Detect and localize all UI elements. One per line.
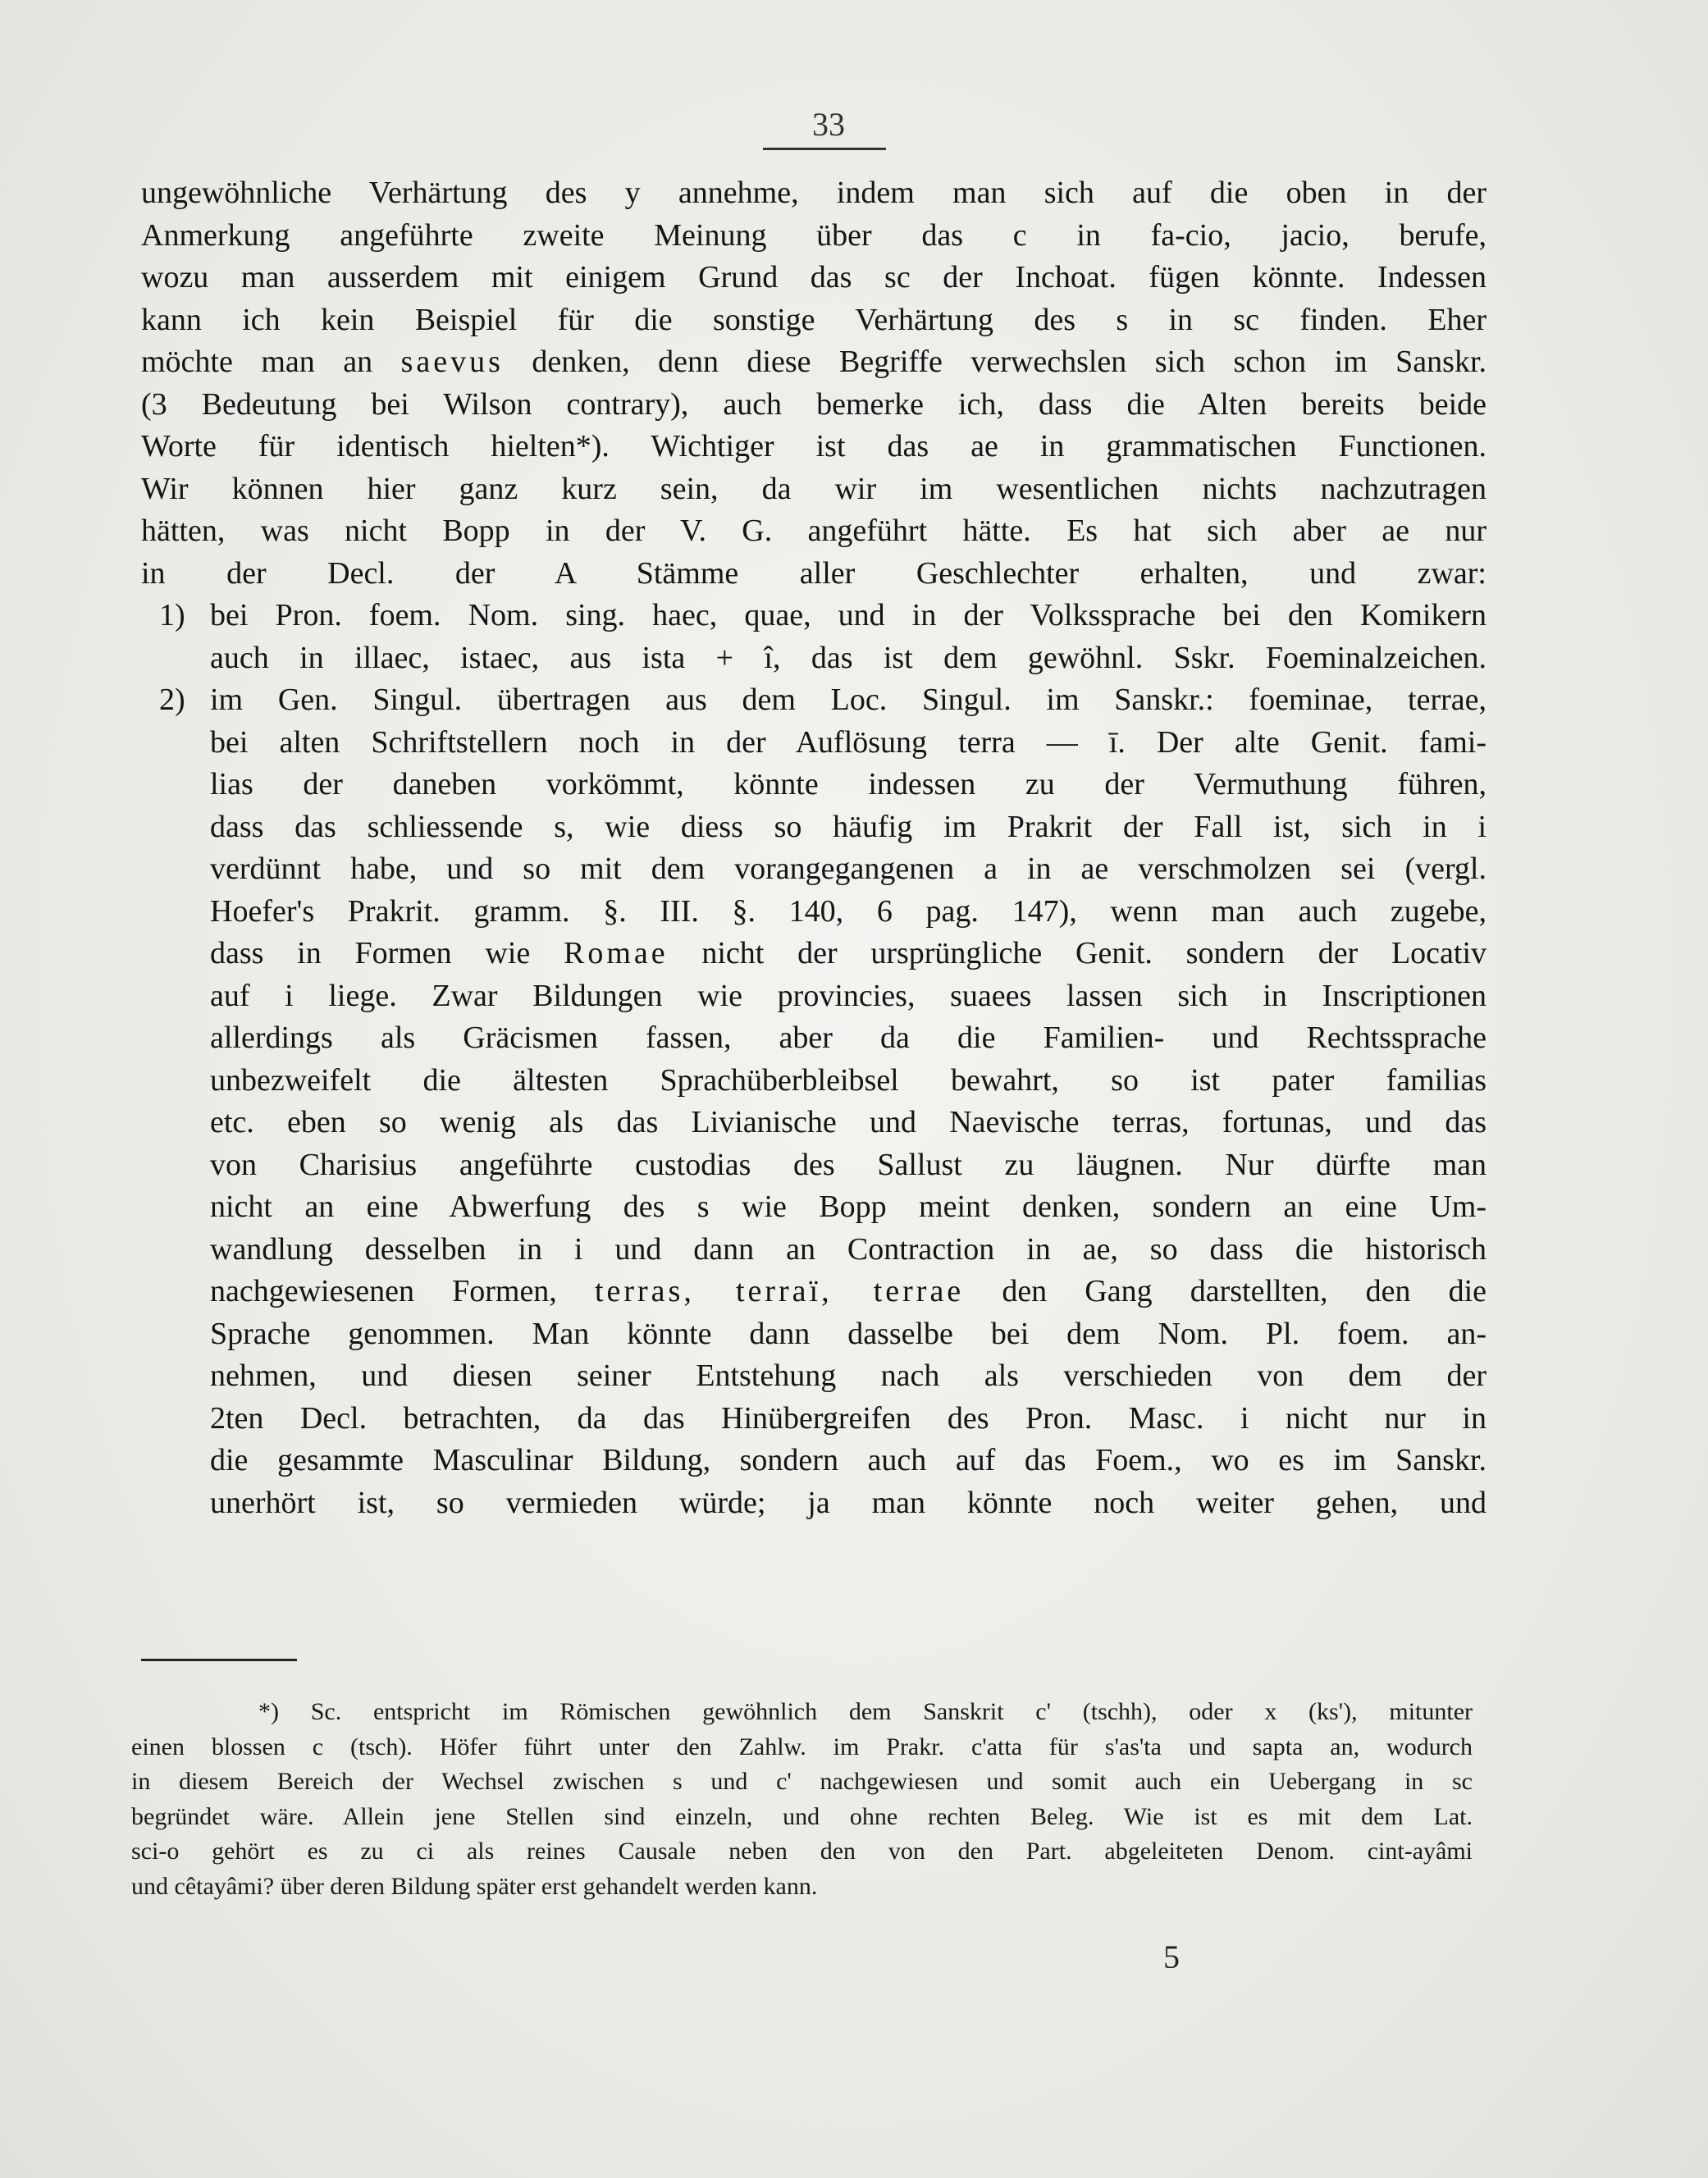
text-line: von Charisius angeführte custodias des Sallust zu läugnen. Nur dürfte man bbox=[210, 1147, 1487, 1182]
footnote-rule bbox=[141, 1659, 297, 1661]
text-segment: nicht der ursprüngliche Genit. sondern der Locativ bbox=[701, 936, 1487, 970]
text-line: auf i liege. Zwar Bildungen wie provincies, suaees lassen sich in Inscriptionen bbox=[210, 978, 1487, 1013]
list-item-number: 1) bbox=[159, 598, 185, 632]
footnote-line: in diesem Bereich der Wechsel zwischen s und c' nachgewiesen und somit auch ein Uebergang in sc bbox=[131, 1768, 1473, 1795]
text-line: (3 Bedeutung bei Wilson contrary), auch bemerke ich, dass die Alten bereits beide bbox=[141, 386, 1487, 422]
text-line: Anmerkung angeführte zweite Meinung über das c in fa-cio, jacio, berufe, bbox=[141, 217, 1487, 253]
list-item-2 bbox=[141, 679, 1487, 722]
text-line: lias der daneben vorkömmt, könnte indessen zu der Vermuthung führen, bbox=[210, 767, 1487, 801]
text-line: unerhört ist, so vermieden würde; ja man könnte noch weiter gehen, und bbox=[210, 1485, 1487, 1520]
text-line: in der Decl. der A Stämme aller Geschlechter erhalten, und zwar: bbox=[141, 555, 1487, 591]
list-item-number: 2) bbox=[159, 683, 185, 717]
text-line: auch in illaec, istaec, aus ista + î, das ist dem gewöhnl. Sskr. Foeminalzeichen. bbox=[210, 640, 1487, 675]
list-item-text: im Gen. Singul. übertragen aus dem Loc. Singul. im Sanskr.: foeminae, terrae, bbox=[210, 683, 1487, 717]
text-segment: den Gang darstellten, den die bbox=[1002, 1274, 1487, 1308]
list-item-1 bbox=[141, 595, 1487, 637]
text-line: verdünnt habe, und so mit dem vorangegangenen a in ae verschmolzen sei (vergl. bbox=[210, 852, 1487, 886]
text-line: nicht an eine Abwerfung des s wie Bopp meint denken, sondern an eine Um- bbox=[210, 1189, 1487, 1224]
footnote-line: begründet wäre. Allein jene Stellen sind einzeln, und ohne rechten Beleg. Wie ist es mit dem Lat. bbox=[131, 1802, 1473, 1830]
list-item-text: bei Pron. foem. Nom. sing. haec, quae, und in der Volkssprache bei den Komikern bbox=[210, 598, 1487, 632]
text-line: dass das schliessende s, wie diess so häufig im Prakrit der Fall ist, sich in i bbox=[210, 809, 1487, 844]
main-text bbox=[141, 172, 1487, 1524]
text-line: Worte für identisch hielten*). Wichtiger ist das ae in grammatischen Functionen. bbox=[141, 429, 1487, 463]
text-line: die gesammte Masculinar Bildung, sondern auch auf das Foem., wo es im Sanskr. bbox=[210, 1443, 1487, 1477]
spaced-word: Romae bbox=[564, 936, 669, 970]
text-line: wandlung desselben in i und dann an Contraction in ae, so dass die historisch bbox=[210, 1231, 1487, 1267]
text-line: bei alten Schriftstellern noch in der Auflösung terra — ī. Der alte Genit. fami- bbox=[210, 724, 1487, 760]
text-line bbox=[141, 1271, 1487, 1313]
text-line bbox=[141, 933, 1487, 975]
spaced-word: terras, terraï, terrae bbox=[594, 1274, 965, 1308]
footnote-line: einen blossen c (tsch). Höfer führt unter den Zahlw. im Prakr. c'atta für s'as'ta und sapta an, wodurch bbox=[131, 1733, 1473, 1760]
text-segment: denken, denn diese Begriffe verwechslen sich schon im Sanskr. bbox=[532, 345, 1487, 379]
page-number: 33 bbox=[812, 106, 845, 143]
footnote-line: *) Sc. entspricht im Römischen gewöhnlich dem Sanskrit c' (tschh), oder x (ks'), mitunter bbox=[258, 1698, 1473, 1725]
text-line: etc. eben so wenig als das Livianische und Naevische terras, fortunas, und das bbox=[210, 1105, 1487, 1139]
text-segment: möchte man an bbox=[141, 345, 373, 379]
signature-mark: 5 bbox=[1163, 1938, 1180, 1975]
text-line: allerdings als Gräcismen fassen, aber da die Familien- und Rechtssprache bbox=[210, 1021, 1487, 1055]
footnote bbox=[131, 1695, 1473, 1904]
text-line: 2ten Decl. betrachten, da das Hinübergreifen des Pron. Masc. i nicht nur in bbox=[210, 1400, 1487, 1436]
header-rule bbox=[763, 148, 886, 150]
text-line bbox=[141, 341, 1487, 384]
text-line: kann ich kein Beispiel für die sonstige Verhärtung des s in sc finden. Eher bbox=[141, 302, 1487, 337]
text-line: Wir können hier ganz kurz sein, da wir im wesentlichen nichts nachzutragen bbox=[141, 471, 1487, 506]
text-line: Hoefer's Prakrit. gramm. §. III. §. 140, 6 pag. 147), wenn man auch zugebe, bbox=[210, 893, 1487, 929]
text-line: ungewöhnliche Verhärtung des y annehme, indem man sich auf die oben in der bbox=[141, 176, 1487, 210]
text-line: hätten, was nicht Bopp in der V. G. angeführt hätte. Es hat sich aber ae nur bbox=[141, 514, 1487, 548]
text-segment: dass in Formen wie bbox=[210, 936, 531, 970]
text-line: Sprache genommen. Man könnte dann dasselbe bei dem Nom. Pl. foem. an- bbox=[210, 1316, 1487, 1351]
footnote-line: sci-o gehört es zu ci als reines Causale neben den von den Part. abgeleiteten Denom. cint-ayâmi bbox=[131, 1838, 1473, 1865]
spaced-word: saevus bbox=[400, 345, 504, 379]
text-line: wozu man ausserdem mit einigem Grund das sc der Inchoat. fügen könnte. Indessen bbox=[141, 260, 1487, 295]
text-line: unbezweifelt die ältesten Sprachüberbleibsel bewahrt, so ist pater familias bbox=[210, 1062, 1487, 1098]
footnote-line: und cêtayâmi? über deren Bildung später erst gehandelt werden kann. bbox=[131, 1872, 818, 1900]
text-segment: nachgewiesenen Formen, bbox=[210, 1274, 557, 1308]
text-line: nehmen, und diesen seiner Entstehung nach als verschieden von dem der bbox=[210, 1358, 1487, 1393]
